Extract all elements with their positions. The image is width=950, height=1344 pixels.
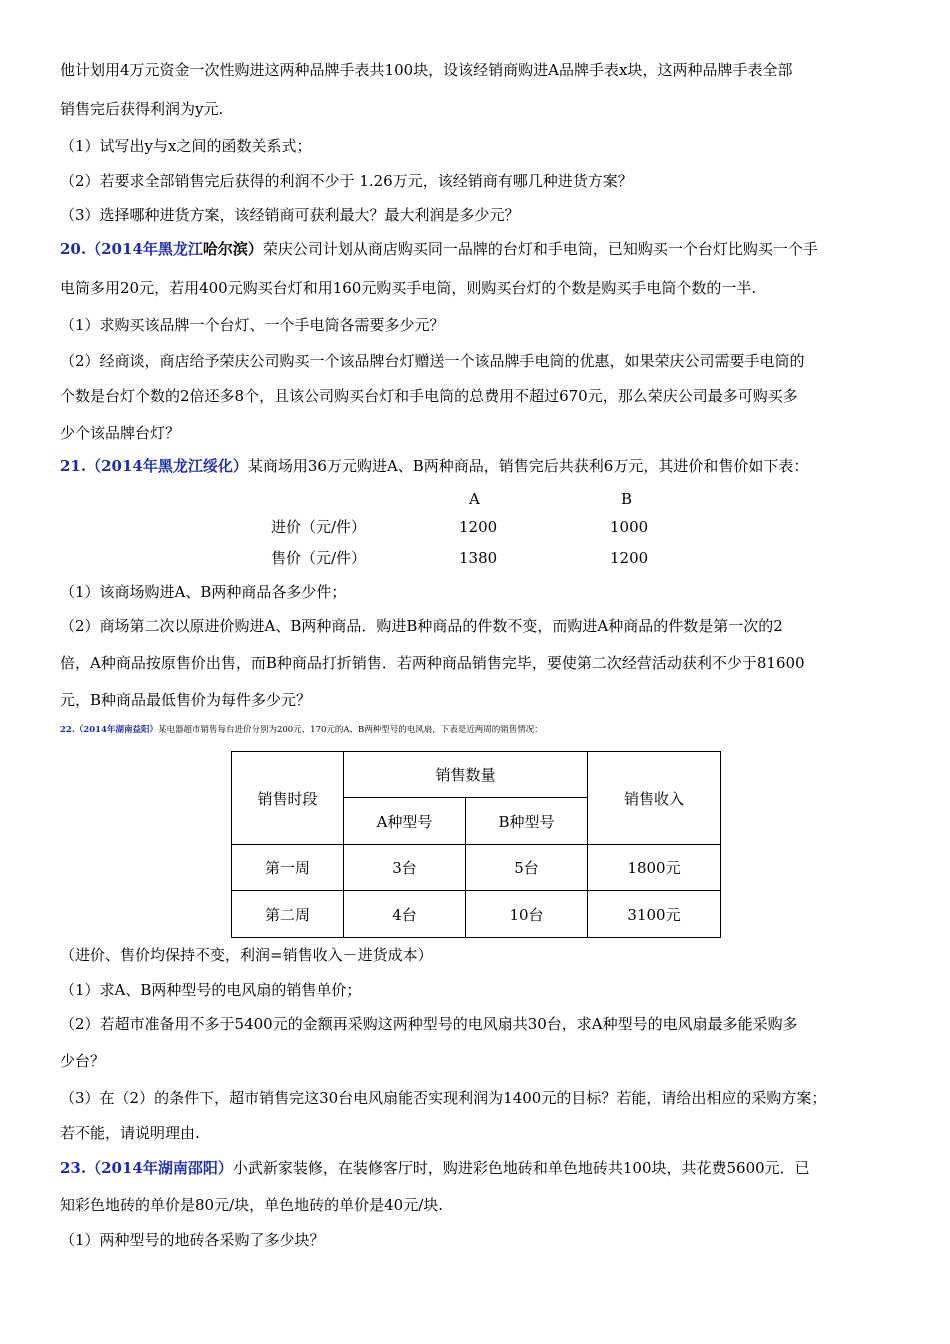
text-line: 少个该品牌台灯？ — [60, 424, 181, 442]
question-23-header — [60, 1158, 810, 1178]
header-revenue: 销售收入 — [588, 752, 721, 845]
text-line: （3）选择哪种进货方案，该经销商可获利最大？最大利润是多少元？ — [60, 206, 520, 224]
header-type-a: A种型号 — [344, 798, 466, 845]
sub-question: （3）在（2）的条件下，超市销售完这30台电风扇能否实现利润为1400元的目标？若能，请给出相应的采购方案； — [60, 1089, 827, 1107]
sub-question: （1）求购买该品牌一个台灯、一个手电筒各需要多少元？ — [60, 316, 445, 334]
cell-value: 1200 — [459, 518, 498, 536]
cell-a: 4台 — [344, 891, 466, 938]
question-21-header — [60, 456, 808, 476]
cell-a: 3台 — [344, 845, 466, 891]
question-number: 23. — [60, 1159, 87, 1177]
table-row — [232, 845, 721, 891]
text-line: 少台？ — [60, 1052, 106, 1070]
question-number: 21. — [60, 457, 87, 475]
text-line: （2）若要求全部销售完后获得的利润不少于 1.26万元，该经销商有哪几种进货方案？ — [60, 172, 633, 190]
question-text: 小武新家装修，在装修客厅时，购进彩色地砖和单色地砖共100块，共花费5600元．已 — [232, 1159, 810, 1177]
table-row — [232, 891, 721, 938]
cell-b: 5台 — [466, 845, 588, 891]
text-line: （1）试写出y与x之间的函数关系式； — [60, 137, 312, 155]
question-source: （2014年黑龙江绥化） — [86, 457, 248, 475]
cell-period: 第二周 — [232, 891, 344, 938]
text-line: 他计划用4万元资金一次性购进这两种品牌手表共100块，设该经销商购进A品牌手表x块，这两种品牌手表全部 — [60, 61, 793, 79]
sales-table — [231, 751, 721, 938]
sub-question: （2）商场第二次以原进价购进A、B两种商品．购进B种商品的件数不变，而购进A种商品的件数是第一次的2 — [60, 617, 783, 635]
row-label: 售价（元/件） — [271, 549, 367, 567]
cell-b: 10台 — [466, 891, 588, 938]
header-quantity: 销售数量 — [344, 752, 588, 798]
question-22-header — [60, 724, 543, 736]
note-text: （进价、售价均保持不变，利润=销售收入－进货成本） — [60, 946, 433, 964]
text-line: 个数是台灯个数的2倍还多8个，且该公司购买台灯和手电筒的总费用不超过670元，那么荣庆公司最多可购买多 — [60, 387, 798, 405]
text-line: 电筒多用20元，若用400元购买台灯和用160元购买手电筒，则购买台灯的个数是购买手电筒个数的一半. — [60, 279, 757, 297]
col-header-a: A — [469, 490, 480, 508]
sub-question: （2）经商谈，商店给予荣庆公司购买一个该品牌台灯赠送一个该品牌手电筒的优惠，如果荣庆公司需要手电筒的 — [60, 352, 805, 370]
header-period: 销售时段 — [232, 752, 344, 845]
question-source: 22.（2014年湖南益阳） — [60, 725, 158, 735]
text-line: 知彩色地砖的单价是80元/块，单色地砖的单价是40元/块. — [60, 1196, 444, 1214]
cell-value: 1000 — [610, 518, 649, 536]
cell-value: 1380 — [459, 549, 498, 567]
text-line: 若不能，请说明理由. — [60, 1124, 200, 1142]
col-header-b: B — [621, 490, 633, 508]
header-type-b: B种型号 — [466, 798, 588, 845]
question-source-city: 哈尔滨） — [202, 240, 263, 258]
question-source: （2014年湖南邵阳） — [86, 1159, 233, 1177]
text-line: 销售完后获得利润为y元. — [60, 100, 224, 118]
sub-question: （2）若超市准备用不多于5400元的金额再采购这两种型号的电风扇共30台，求A种型号的电风扇最多能采购多 — [60, 1015, 798, 1033]
cell-revenue: 3100元 — [588, 891, 721, 938]
cell-value: 1200 — [610, 549, 649, 567]
question-text: 某商场用36万元购进A、B两种商品，销售完后共获利6万元，其进价和售价如下表： — [247, 457, 809, 475]
question-text: 荣庆公司计划从商店购买同一品牌的台灯和手电筒，已知购买一个台灯比购买一个手 — [262, 240, 818, 258]
text-line: 元，B种商品最低售价为每件多少元？ — [60, 691, 312, 709]
question-text: 某电器超市销售每台进价分别为200元、170元的A、B两种型号的电风扇，下表是近两周的销售情况： — [157, 725, 543, 735]
sub-question: （1）两种型号的地砖各采购了多少块？ — [60, 1231, 325, 1249]
question-source: （2014年黑龙江 — [86, 240, 203, 258]
cell-period: 第一周 — [232, 845, 344, 891]
row-label: 进价（元/件） — [271, 518, 367, 536]
text-line: 倍，A种商品按原售价出售，而B种商品打折销售．若两种商品销售完毕，要使第二次经营活动获利不少于81600 — [60, 654, 805, 672]
question-20-header — [60, 239, 818, 259]
question-number: 20. — [60, 240, 87, 258]
cell-revenue: 1800元 — [588, 845, 721, 891]
sub-question: （1）求A、B两种型号的电风扇的销售单价； — [60, 981, 362, 999]
sub-question: （1）该商场购进A、B两种商品各多少件； — [60, 583, 347, 601]
